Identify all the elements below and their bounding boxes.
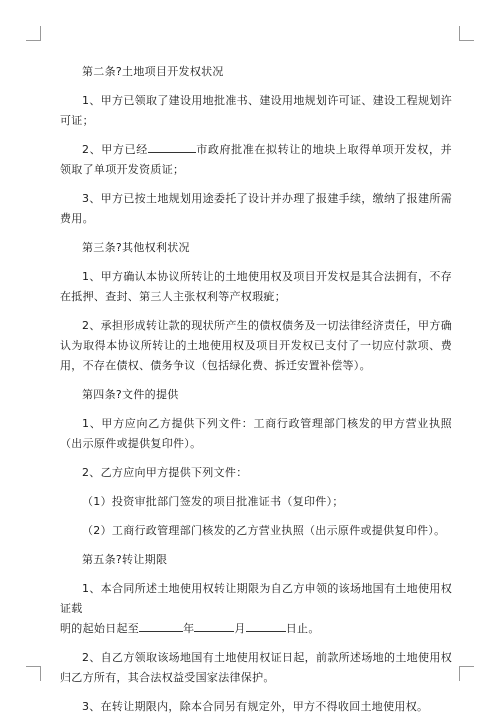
fill-blank-year: [139, 620, 183, 632]
article-2-item-1: 1、甲方已领取了建设用地批准书、建设用地规划许可证、建设工程规划许可证；: [60, 94, 452, 127]
article-3-item-2: 2、承担形成转让款的现状所产生的债权债务及一切法律经济责任，甲方确认为取得本协议所转让的土地使用权及项目开发权已支付了一切应付款项、费用，不存在债权、债务争议（包括绿化费、拆迁安置补偿等）。: [60, 319, 452, 372]
article-4-sub-2: （2）工商行政管理部门核发的乙方营业执照（出示原件或提供复印件）。: [82, 524, 446, 537]
fill-blank-city: [148, 141, 196, 153]
article-5-title: 第五条?转让期限: [82, 553, 168, 566]
fill-blank-month: [194, 620, 234, 632]
crop-mark-top-right: [459, 26, 474, 41]
crop-mark-top-left: [26, 26, 41, 41]
crop-mark-bottom-right: [459, 666, 474, 681]
article-4-item-2: 2、乙方应向甲方提供下列文件：: [82, 466, 248, 479]
article-3-item-1: 1、甲方确认本协议所转让的土地使用权及项目开发权是其合法拥有，不存在抵押、查封、第三人主张权利等产权瑕疵；: [60, 270, 452, 303]
document-body: [60, 62, 452, 726]
article-4-item-1: 1、甲方应向乙方提供下列文件：工商行政管理部门核发的甲方营业执照（出示原件或提供复印件）。: [60, 417, 452, 450]
article-4-sub-1: （1）投资审批部门签发的项目批准证书（复印件）；: [82, 495, 344, 508]
month-label: 月: [234, 622, 246, 635]
article-2-item-3: 3、甲方已按土地规划用途委托了设计并办理了报建手续，缴纳了报建所需费用。: [60, 192, 452, 225]
year-label: 年: [183, 622, 195, 635]
article-4-title: 第四条?文件的提供: [82, 388, 179, 401]
article-2-item-2-pre: 2、甲方已经: [82, 143, 148, 156]
article-2-item-2-post: 市政府批准在拟转让的地块上取得单项开发权，并领取了单项开发资质证；: [60, 143, 452, 176]
article-3-title: 第三条?其他权利状况: [82, 241, 190, 254]
article-5-item-1-line-1: 1、本合同所述土地使用权转让期限为自乙方申领的该场地国有土地使用权证载: [60, 582, 452, 615]
article-2-title: 第二条?土地项目开发权状况: [82, 65, 224, 78]
fill-blank-day: [246, 620, 286, 632]
article-5-item-3: 3、在转让期限内，除本合同另有规定外，甲方不得收回土地使用权。: [82, 700, 429, 713]
article-2-item-2: [60, 140, 452, 180]
crop-mark-bottom-left: [26, 666, 41, 681]
article-5-item-1: [60, 579, 452, 639]
article-5-item-1-pre: 明的起始日起至: [60, 622, 140, 635]
article-5-item-2: 2、自乙方领取该场地国有土地使用权证日起，前款所述场地的土地使用权归乙方所有，其合法权益受国家法律保护。: [60, 651, 452, 684]
day-end-label: 日止。: [285, 622, 320, 635]
